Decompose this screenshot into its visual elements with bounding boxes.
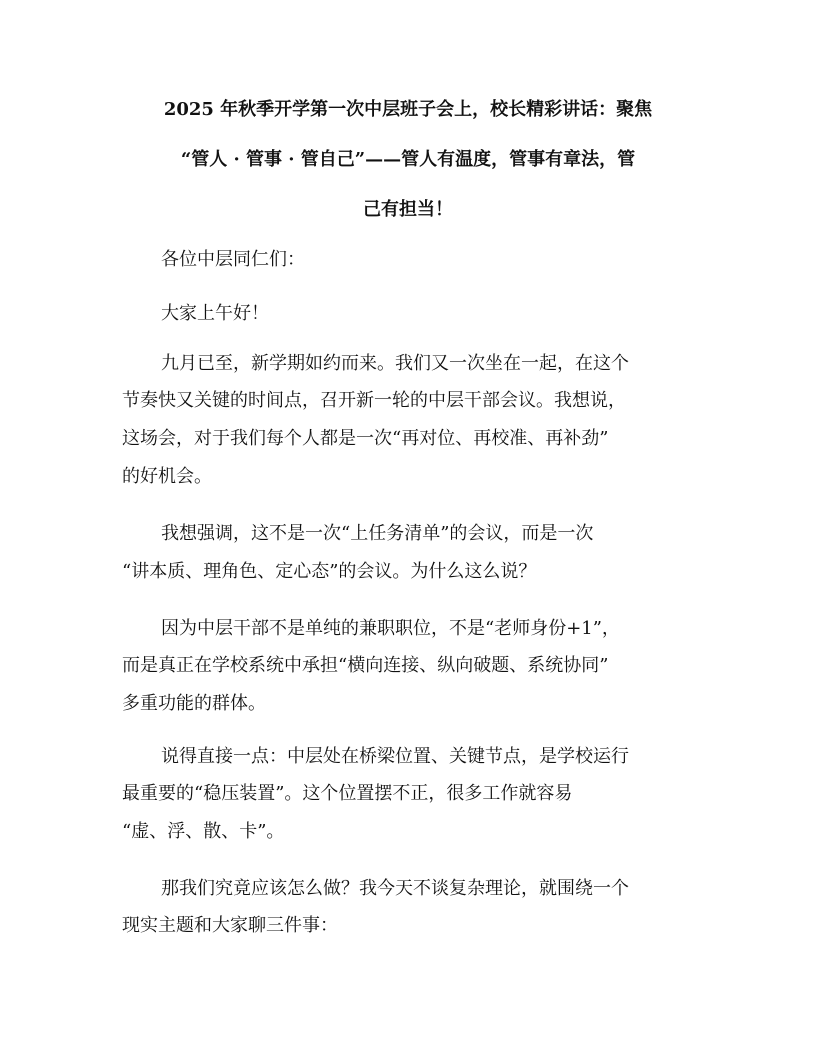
paragraph-2-line-1: 我想强调，这不是一次“上任务清单”的会议，而是一次 bbox=[161, 523, 594, 544]
document-title-line-1: 2025 年秋季开学第一次中层班子会上，校长精彩讲话：聚焦 bbox=[163, 99, 653, 120]
paragraph-2-line-2: “讲本质、理角色、定心态”的会议。为什么这么说？ bbox=[122, 561, 537, 582]
paragraph-3-line-1: 因为中层干部不是单纯的兼职职位，不是“老师身份+1”， bbox=[161, 618, 620, 639]
paragraph-1-line-3: 这场会，对于我们每个人都是一次“再对位、再校准、再补劲” bbox=[122, 428, 609, 449]
paragraph-3-line-3: 多重功能的群体。 bbox=[122, 693, 266, 714]
paragraph-4-line-2: 最重要的“稳压装置”。这个位置摆不正，很多工作就容易 bbox=[122, 783, 573, 804]
document-title-line-3: 己有担当！ bbox=[363, 199, 453, 220]
paragraph-4-line-3: “虚、浮、散、卡”。 bbox=[122, 821, 285, 842]
salutation: 各位中层同仁们： bbox=[161, 249, 305, 270]
paragraph-1-line-4: 的好机会。 bbox=[122, 466, 212, 487]
paragraph-4-line-1: 说得直接一点：中层处在桥梁位置、关键节点，是学校运行 bbox=[161, 746, 629, 767]
paragraph-1-line-1: 九月已至，新学期如约而来。我们又一次坐在一起，在这个 bbox=[161, 353, 629, 374]
paragraph-1-line-2: 节奏快又关键的时间点，召开新一轮的中层干部会议。我想说， bbox=[122, 390, 626, 411]
paragraph-3-line-2: 而是真正在学校系统中承担“横向连接、纵向破题、系统协同” bbox=[122, 655, 609, 676]
paragraph-5-line-1: 那我们究竟应该怎么做？我今天不谈复杂理论，就围绕一个 bbox=[161, 878, 629, 899]
paragraph-5-line-2: 现实主题和大家聊三件事： bbox=[122, 915, 338, 936]
document-title-line-2: “管人 · 管事 · 管自己”——管人有温度，管事有章法，管 bbox=[180, 149, 636, 170]
greeting: 大家上午好！ bbox=[161, 303, 269, 324]
